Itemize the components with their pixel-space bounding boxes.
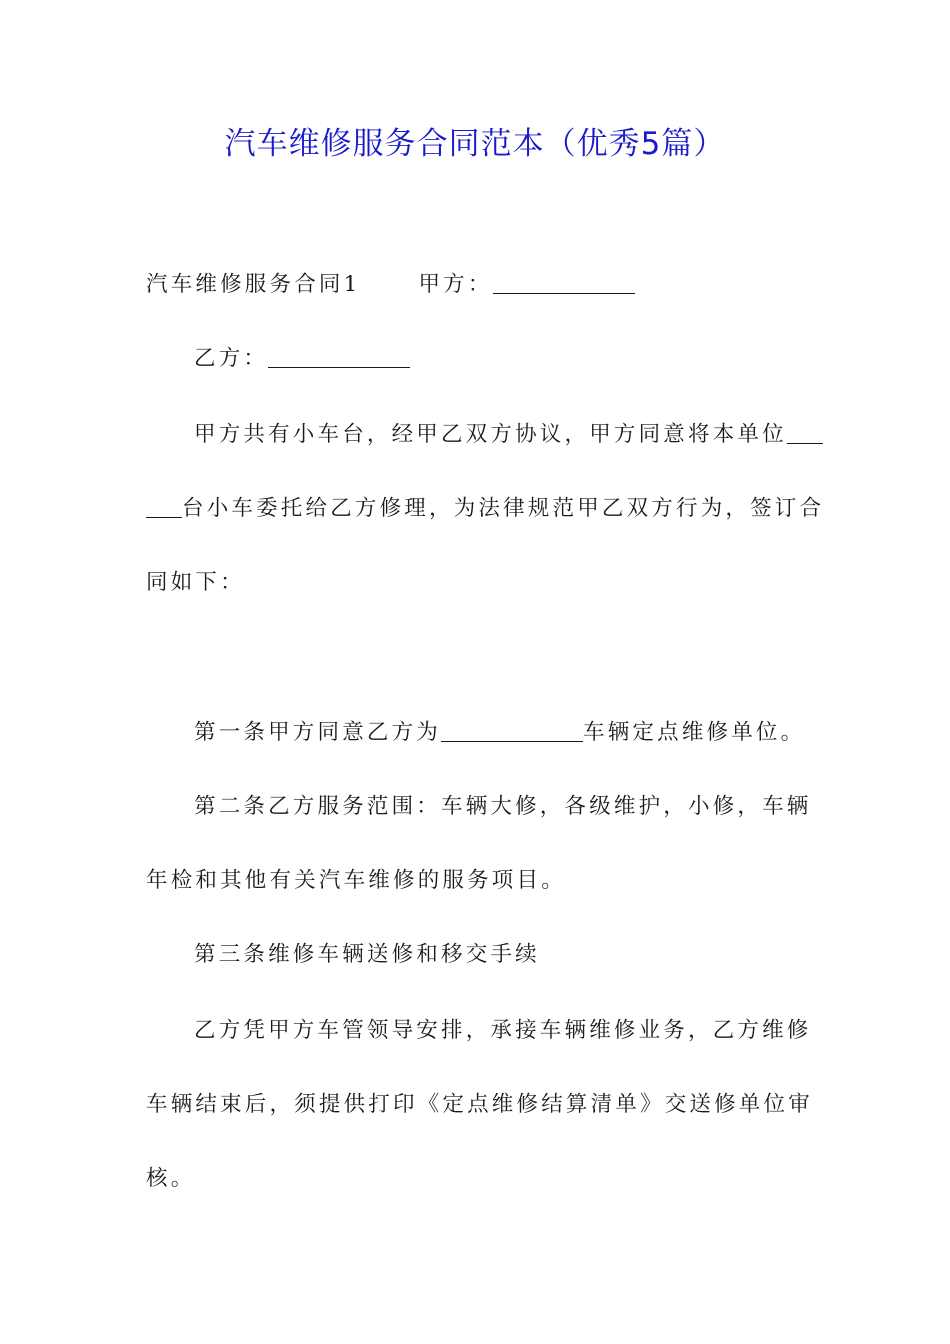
article-2-text-2: 年检和其他有关汽车维修的服务项目。 xyxy=(146,868,566,893)
contract-heading: 汽车维修服务合同1 xyxy=(146,272,361,297)
party-b-label: 乙方： xyxy=(194,346,269,371)
unit-blank-part2 xyxy=(146,497,182,518)
intro-line-1 xyxy=(194,420,823,450)
article-3-text: 第三条维修车辆送修和移交手续 xyxy=(194,942,540,967)
article-3-detail-text-2: 车辆结束后，须提供打印《定点维修结算清单》交送修单位审 xyxy=(146,1092,813,1117)
intro-text-3: 同如下： xyxy=(146,570,245,595)
article-2-line-1 xyxy=(194,792,812,822)
contract-heading-line xyxy=(146,270,635,300)
article-3-heading xyxy=(194,940,540,970)
article-3-detail-line-2 xyxy=(146,1090,813,1120)
article-1-text-before: 第一条甲方同意乙方为 xyxy=(194,720,442,745)
party-a-label: 甲方： xyxy=(418,272,493,297)
article-1-blank xyxy=(441,721,583,742)
article-1 xyxy=(194,718,805,748)
party-a-blank xyxy=(493,273,635,294)
article-3-detail-line-1 xyxy=(194,1016,812,1046)
document-title: 汽车维修服务合同范本（优秀5篇） xyxy=(224,126,726,162)
intro-text-2: 台小车委托给乙方修理，为法律规范甲乙双方行为，签订合 xyxy=(182,496,825,521)
article-2-line-2 xyxy=(146,866,566,896)
article-1-text-after: 车辆定点维修单位。 xyxy=(583,720,806,745)
article-3-detail-text-1: 乙方凭甲方车管领导安排，承接车辆维修业务，乙方维修 xyxy=(194,1018,812,1043)
article-2-text-1: 第二条乙方服务范围：车辆大修，各级维护，小修，车辆 xyxy=(194,794,812,819)
article-3-detail-text-3: 核。 xyxy=(146,1166,196,1191)
intro-line-2 xyxy=(146,494,824,524)
party-b-line xyxy=(194,344,410,374)
article-3-detail-line-3 xyxy=(146,1164,195,1194)
intro-text-1: 甲方共有小车台，经甲乙双方协议，甲方同意将本单位 xyxy=(194,422,787,447)
unit-blank-part1 xyxy=(787,423,823,444)
party-b-blank xyxy=(268,347,410,368)
intro-line-3 xyxy=(146,568,245,598)
